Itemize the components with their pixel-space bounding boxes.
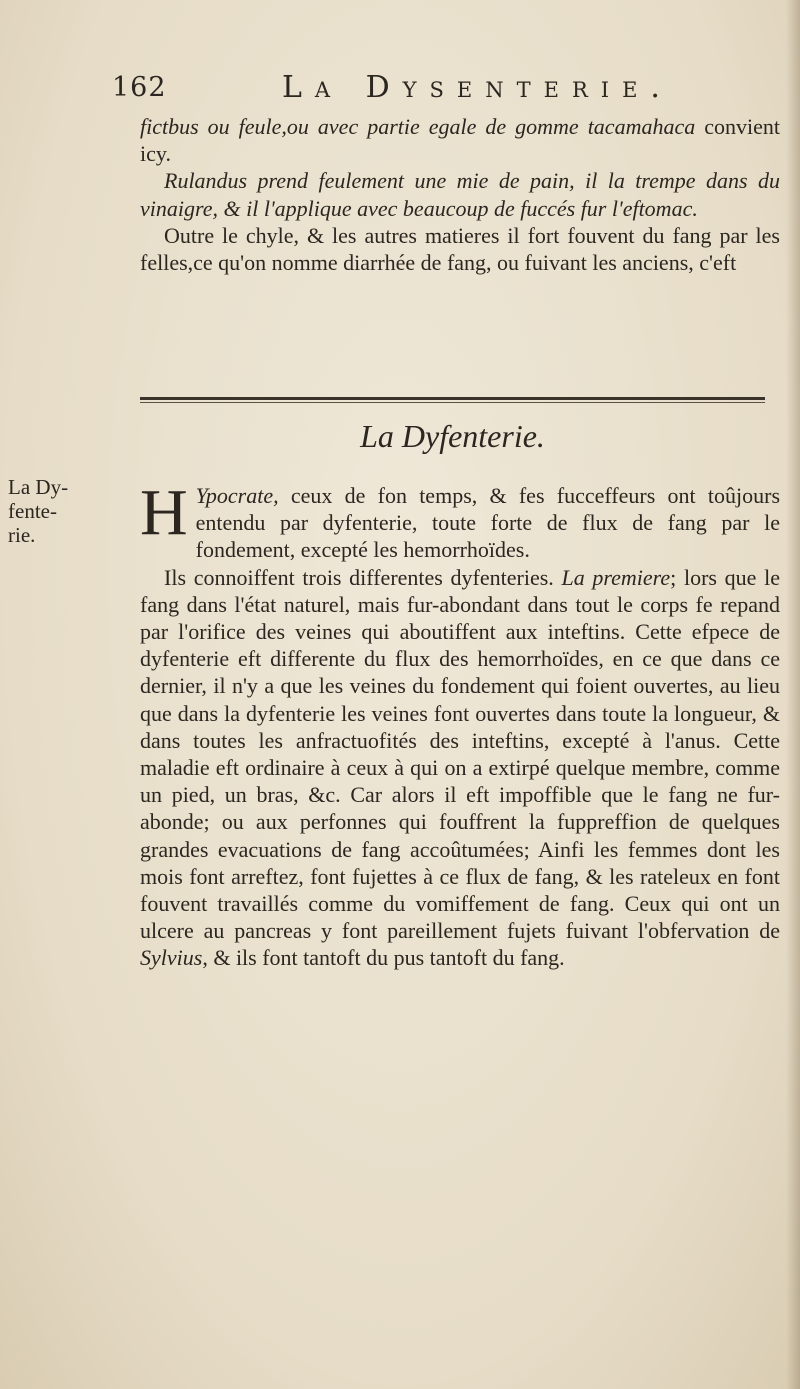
three-dysenteries-end: , & ils font tantoft du pus tantoft du fang. <box>202 945 565 971</box>
three-dysenteries-paragraph <box>140 564 780 972</box>
continuation-end: convient icy. <box>140 114 780 167</box>
three-dysenteries-start: Ils connoiffent trois differentes dyfenteries. <box>164 564 554 590</box>
la-premiere: La premiere <box>561 564 671 590</box>
hypocrate-text: ceux de fon temps, & fes fucceffeurs ont toûjours entendu par dyfenterie, toute forte de flux de fang par le fondement, excepté les hemorrhoïdes. <box>195 483 780 563</box>
rulandus-paragraph: Rulandus prend feulement une mie de pain, il la trempe dans du vinaigre, & il l'applique avec beaucoup de fuccés fur l'eftomac. <box>140 168 780 221</box>
continuation-italic: fictbus ou feule,ou avec partie egale de gomme tacamahaca <box>140 114 696 139</box>
three-dysenteries-rest: ; lors que le fang dans l'état naturel, mais fur-abondant dans tout le corps fe repand par l'orifice des veines qui aboutiffent aux inteftins. Cette efpece de dyfenterie eft differente du flux des hemorrhoïdes, en ce que dans ce dernier, il n'y a que les veines du fondement qui foient ouvertes, au lieu que dans la dyfenterie les veines font ouvertes dans toute la longueur, & dans toutes les anfractuofités des inteftins, excepté à l'anus. Cette maladie eft ordinaire à ceux à qui on a extirpé quelque membre, comme un pied, un bras, &c. Car alors il eft impoffible que le fang ne fur-abonde; ou aux perfonnes qui fouffrent la fuppreffion de quelques grandes evacuations de fang accoûtumées; Ainfi les femmes dont les mois font arreftez, font fujettes à ce flux de fang, & les rateleux en font fouvent travaillés comme du vomiffement de fang. Ceux qui ont un ulcere au pancreas y font pareillement fujets fuivant l'obfervation de <box>140 564 780 944</box>
running-head: La Dysenterie. <box>282 70 673 105</box>
margin-note-line: fente- <box>8 499 57 523</box>
page-number: 162 <box>112 72 167 103</box>
page-header <box>112 70 762 110</box>
section-rule-thin <box>140 402 765 403</box>
drop-cap: H <box>140 476 188 549</box>
top-text-block <box>140 113 780 276</box>
page-edge-shadow <box>786 0 800 1389</box>
hypocrate-paragraph <box>140 476 780 564</box>
margin-note-line: La Dy- <box>8 475 69 499</box>
section-rule <box>140 397 765 400</box>
drop-cap-rest: Ypocrate, <box>195 483 279 508</box>
section-title: La Dyfenterie. <box>360 418 545 454</box>
continuation-line <box>140 113 780 167</box>
margin-note-line: rie. <box>8 523 36 547</box>
chyle-paragraph: Outre le chyle, & les autres matieres il fort fouvent du fang par les felles,ce qu'on nomme diarrhée de fang, ou fuivant les anciens, c'eft <box>140 222 780 276</box>
dysenterie-text-block <box>140 476 780 972</box>
margin-note <box>8 475 128 547</box>
sylvius-name: Sylvius <box>140 945 203 971</box>
